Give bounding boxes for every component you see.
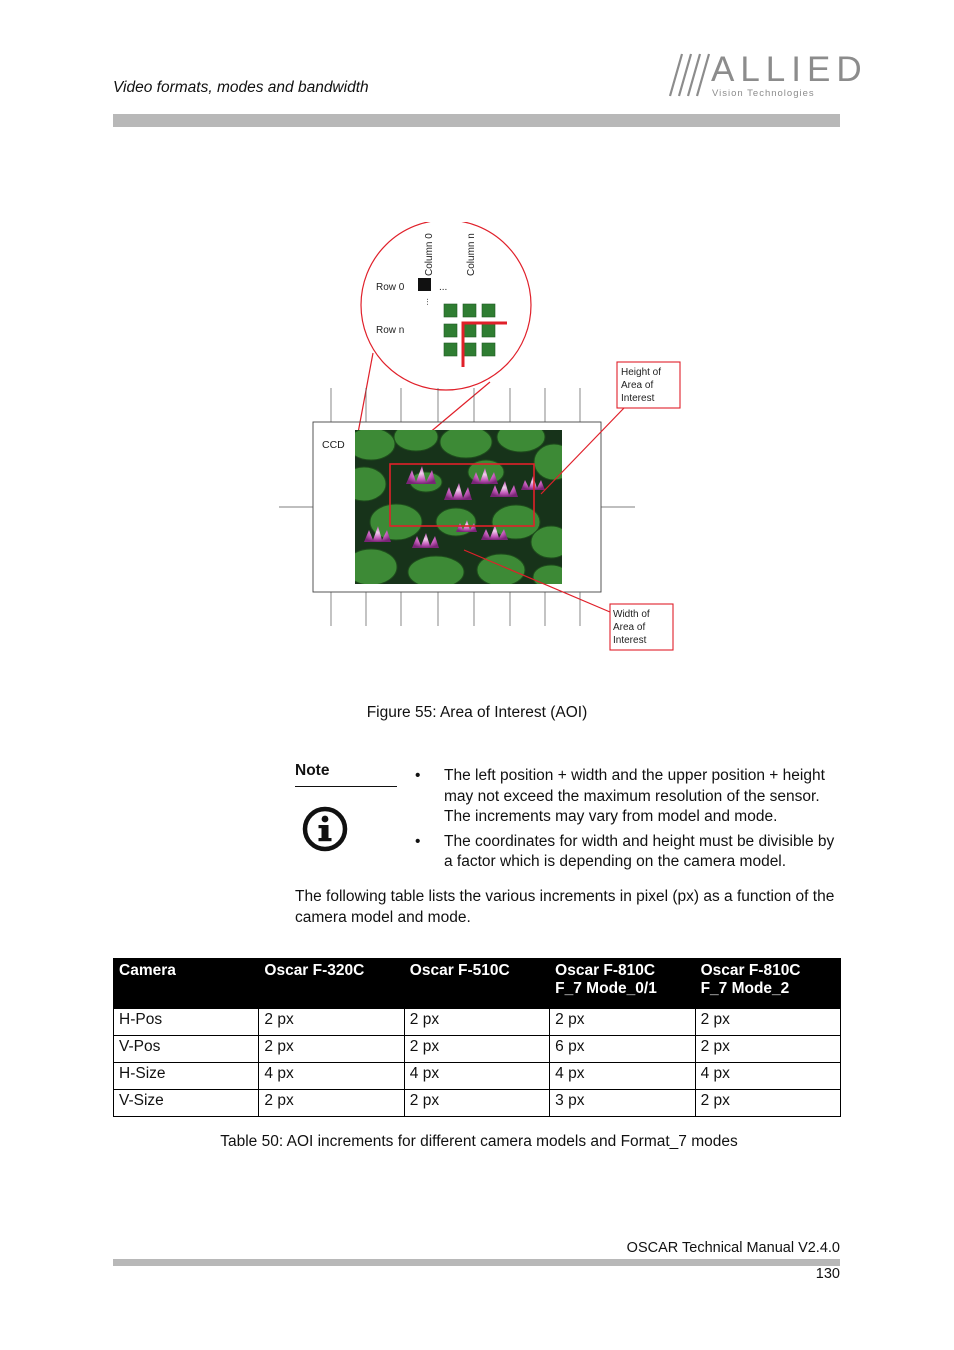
- page-number: 130: [815, 1266, 840, 1282]
- table-cell: 2 px: [404, 1090, 549, 1117]
- note-bullet-list: [415, 766, 840, 877]
- width-callout-line2: Area of: [613, 622, 646, 633]
- note-bullet-1: • The left position + width and the upper position + height may not exceed the maximum resolution of the sensor. The increments may vary from model and mode.: [415, 767, 825, 825]
- column-0-label: Column 0: [424, 233, 435, 276]
- table-caption: Table 50: AOI increments for different camera models and Format_7 modes: [220, 1133, 738, 1150]
- width-callout-line3: Interest: [613, 635, 647, 646]
- table-cell: 4 px: [404, 1063, 549, 1090]
- aoi-figure: [276, 222, 686, 658]
- table-cell: 6 px: [550, 1036, 695, 1063]
- table-cell: 2 px: [259, 1036, 404, 1063]
- table-cell: 4 px: [695, 1063, 840, 1090]
- table-cell: 2 px: [404, 1009, 549, 1036]
- height-callout-line2: Area of: [621, 380, 654, 391]
- footer-rule: [113, 1259, 840, 1266]
- header-f510c: Oscar F-510C: [404, 959, 549, 1009]
- row-0-label: Row 0: [376, 282, 405, 293]
- logo-subtitle: Vision Technologies: [712, 88, 815, 99]
- header-f810c-mode01: Oscar F-810C F_7 Mode_0/1: [550, 959, 695, 1009]
- intro-paragraph: The following table lists the various increments in pixel (px) as a function of the camera model and mode.: [295, 888, 835, 926]
- note-bullet-2-text: The coordinates for width and height must be divisible by a factor which is depending on the camera model.: [444, 832, 835, 870]
- figure-caption: Figure 55: Area of Interest (AOI): [366, 704, 588, 721]
- width-callout-line1: Width of: [613, 609, 650, 620]
- info-icon: [302, 806, 348, 852]
- table-cell: 3 px: [550, 1090, 695, 1117]
- pixel-grid: [444, 304, 495, 356]
- note-bullet-2: • The coordinates for width and height must be divisible by a factor which is depending on the camera model.: [415, 832, 835, 870]
- table-cell: 2 px: [404, 1036, 549, 1063]
- table-cell: 4 px: [259, 1063, 404, 1090]
- table-cell: 2 px: [695, 1009, 840, 1036]
- logo-wordmark: ALLIED: [711, 50, 868, 89]
- footer-manual-title: OSCAR Technical Manual V2.4.0: [626, 1240, 840, 1256]
- header-rule: [113, 114, 840, 127]
- note-bullet-1-text: The left position + width and the upper position + height may not exceed the maximum resolution of the sensor. The increments may vary from model and mode.: [444, 767, 825, 825]
- header-camera: Camera: [114, 959, 259, 1009]
- table-row: [114, 1009, 841, 1036]
- table-cell: 2 px: [259, 1090, 404, 1117]
- column-n-label: Column n: [466, 233, 477, 276]
- row-label: H-Pos: [114, 1009, 259, 1036]
- row-label: V-Pos: [114, 1036, 259, 1063]
- row-label: V-Size: [114, 1090, 259, 1117]
- header-f320c: Oscar F-320C: [259, 959, 404, 1009]
- ccd-label: CCD: [322, 439, 345, 451]
- column-ellipsis: ...: [425, 298, 435, 306]
- table-cell: 2 px: [695, 1090, 840, 1117]
- table-cell: 2 px: [550, 1009, 695, 1036]
- water-lily-photo: [342, 422, 574, 589]
- table-header-row: [114, 959, 841, 1009]
- table-row: [114, 1090, 841, 1117]
- row-label: H-Size: [114, 1063, 259, 1090]
- note-rule: [295, 786, 397, 787]
- height-callout-line3: Interest: [621, 393, 655, 404]
- first-pixel: [418, 278, 431, 291]
- aoi-increments-table: [113, 958, 841, 1117]
- table-cell: 2 px: [259, 1009, 404, 1036]
- header-f810c-mode2: Oscar F-810C F_7 Mode_2: [695, 959, 840, 1009]
- note-label: Note: [295, 762, 330, 779]
- row-n-label: Row n: [376, 325, 405, 336]
- running-header: Video formats, modes and bandwidth: [113, 79, 369, 96]
- row-ellipsis: ...: [439, 282, 448, 293]
- table-cell: 4 px: [550, 1063, 695, 1090]
- table-row: [114, 1036, 841, 1063]
- table-row: [114, 1063, 841, 1090]
- table-cell: 2 px: [695, 1036, 840, 1063]
- height-callout-line1: Height of: [621, 367, 662, 378]
